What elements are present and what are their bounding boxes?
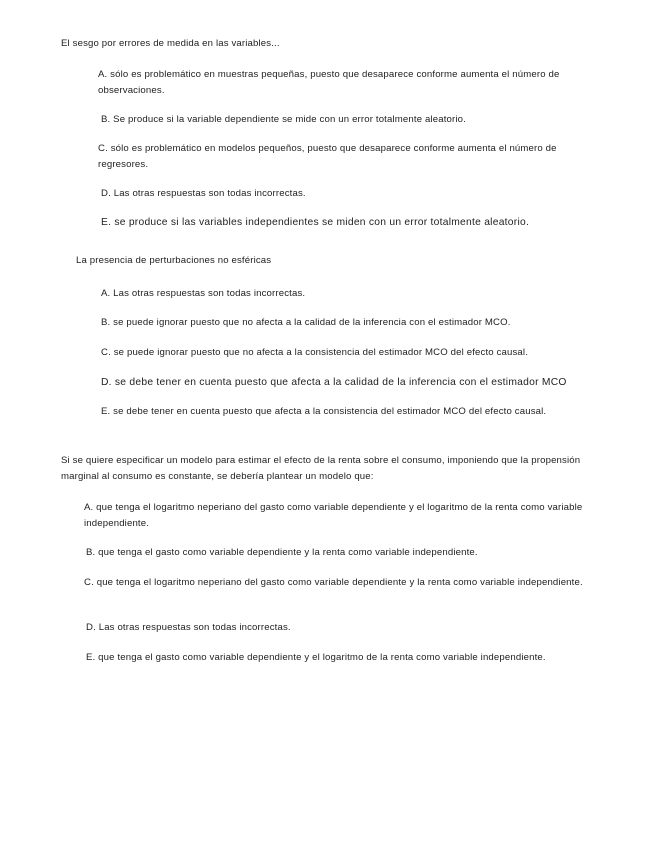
- question-2-option-a[interactable]: A. Las otras respuestas son todas incorrectas.: [101, 288, 306, 299]
- question-2-stem: La presencia de perturbaciones no esféricas: [76, 255, 272, 266]
- question-3-option-a[interactable]: A. que tenga el logaritmo neperiano del gasto como variable dependiente y el logaritmo de la renta como variable independiente.: [84, 502, 583, 529]
- question-3-option-d[interactable]: D. Las otras respuestas son todas incorrectas.: [86, 622, 291, 633]
- question-3-option-b[interactable]: B. que tenga el gasto como variable dependiente y la renta como variable independiente.: [86, 547, 478, 558]
- question-2-option-b[interactable]: B. se puede ignorar puesto que no afecta a la calidad de la inferencia con el estimador MCO.: [101, 317, 511, 328]
- question-1-option-b[interactable]: B. Se produce si la variable dependiente se mide con un error totalmente aleatorio.: [101, 114, 466, 125]
- question-1-stem: El sesgo por errores de medida en las variables...: [61, 38, 280, 49]
- question-2-option-d[interactable]: D. se debe tener en cuenta puesto que afecta a la calidad de la inferencia con el estimador MCO: [101, 377, 567, 388]
- question-2-option-e[interactable]: E. se debe tener en cuenta puesto que afecta a la consistencia del estimador MCO del efecto causal.: [101, 406, 547, 417]
- question-3-option-e[interactable]: E. que tenga el gasto como variable dependiente y el logaritmo de la renta como variable independiente.: [86, 652, 546, 663]
- question-3-stem: Si se quiere especificar un modelo para estimar el efecto de la renta sobre el consumo, imponiendo que la propensión marginal al consumo es constante, se debería plantear un modelo que:: [61, 455, 581, 482]
- question-1-option-d[interactable]: D. Las otras respuestas son todas incorrectas.: [101, 188, 306, 199]
- question-1-option-a[interactable]: A. sólo es problemático en muestras pequeñas, puesto que desaparece conforme aumenta el número de observaciones.: [98, 69, 560, 96]
- question-1-option-e[interactable]: E. se produce si las variables independientes se miden con un error totalmente aleatorio.: [101, 217, 530, 228]
- question-3-option-c[interactable]: C. que tenga el logaritmo neperiano del gasto como variable dependiente y la renta como variable independiente.: [84, 577, 583, 588]
- question-1-option-c[interactable]: C. sólo es problemático en modelos pequeños, puesto que desaparece conforme aumenta el número de regresores.: [98, 143, 557, 170]
- question-2-option-c[interactable]: C. se puede ignorar puesto que no afecta a la consistencia del estimador MCO del efecto causal.: [101, 347, 529, 358]
